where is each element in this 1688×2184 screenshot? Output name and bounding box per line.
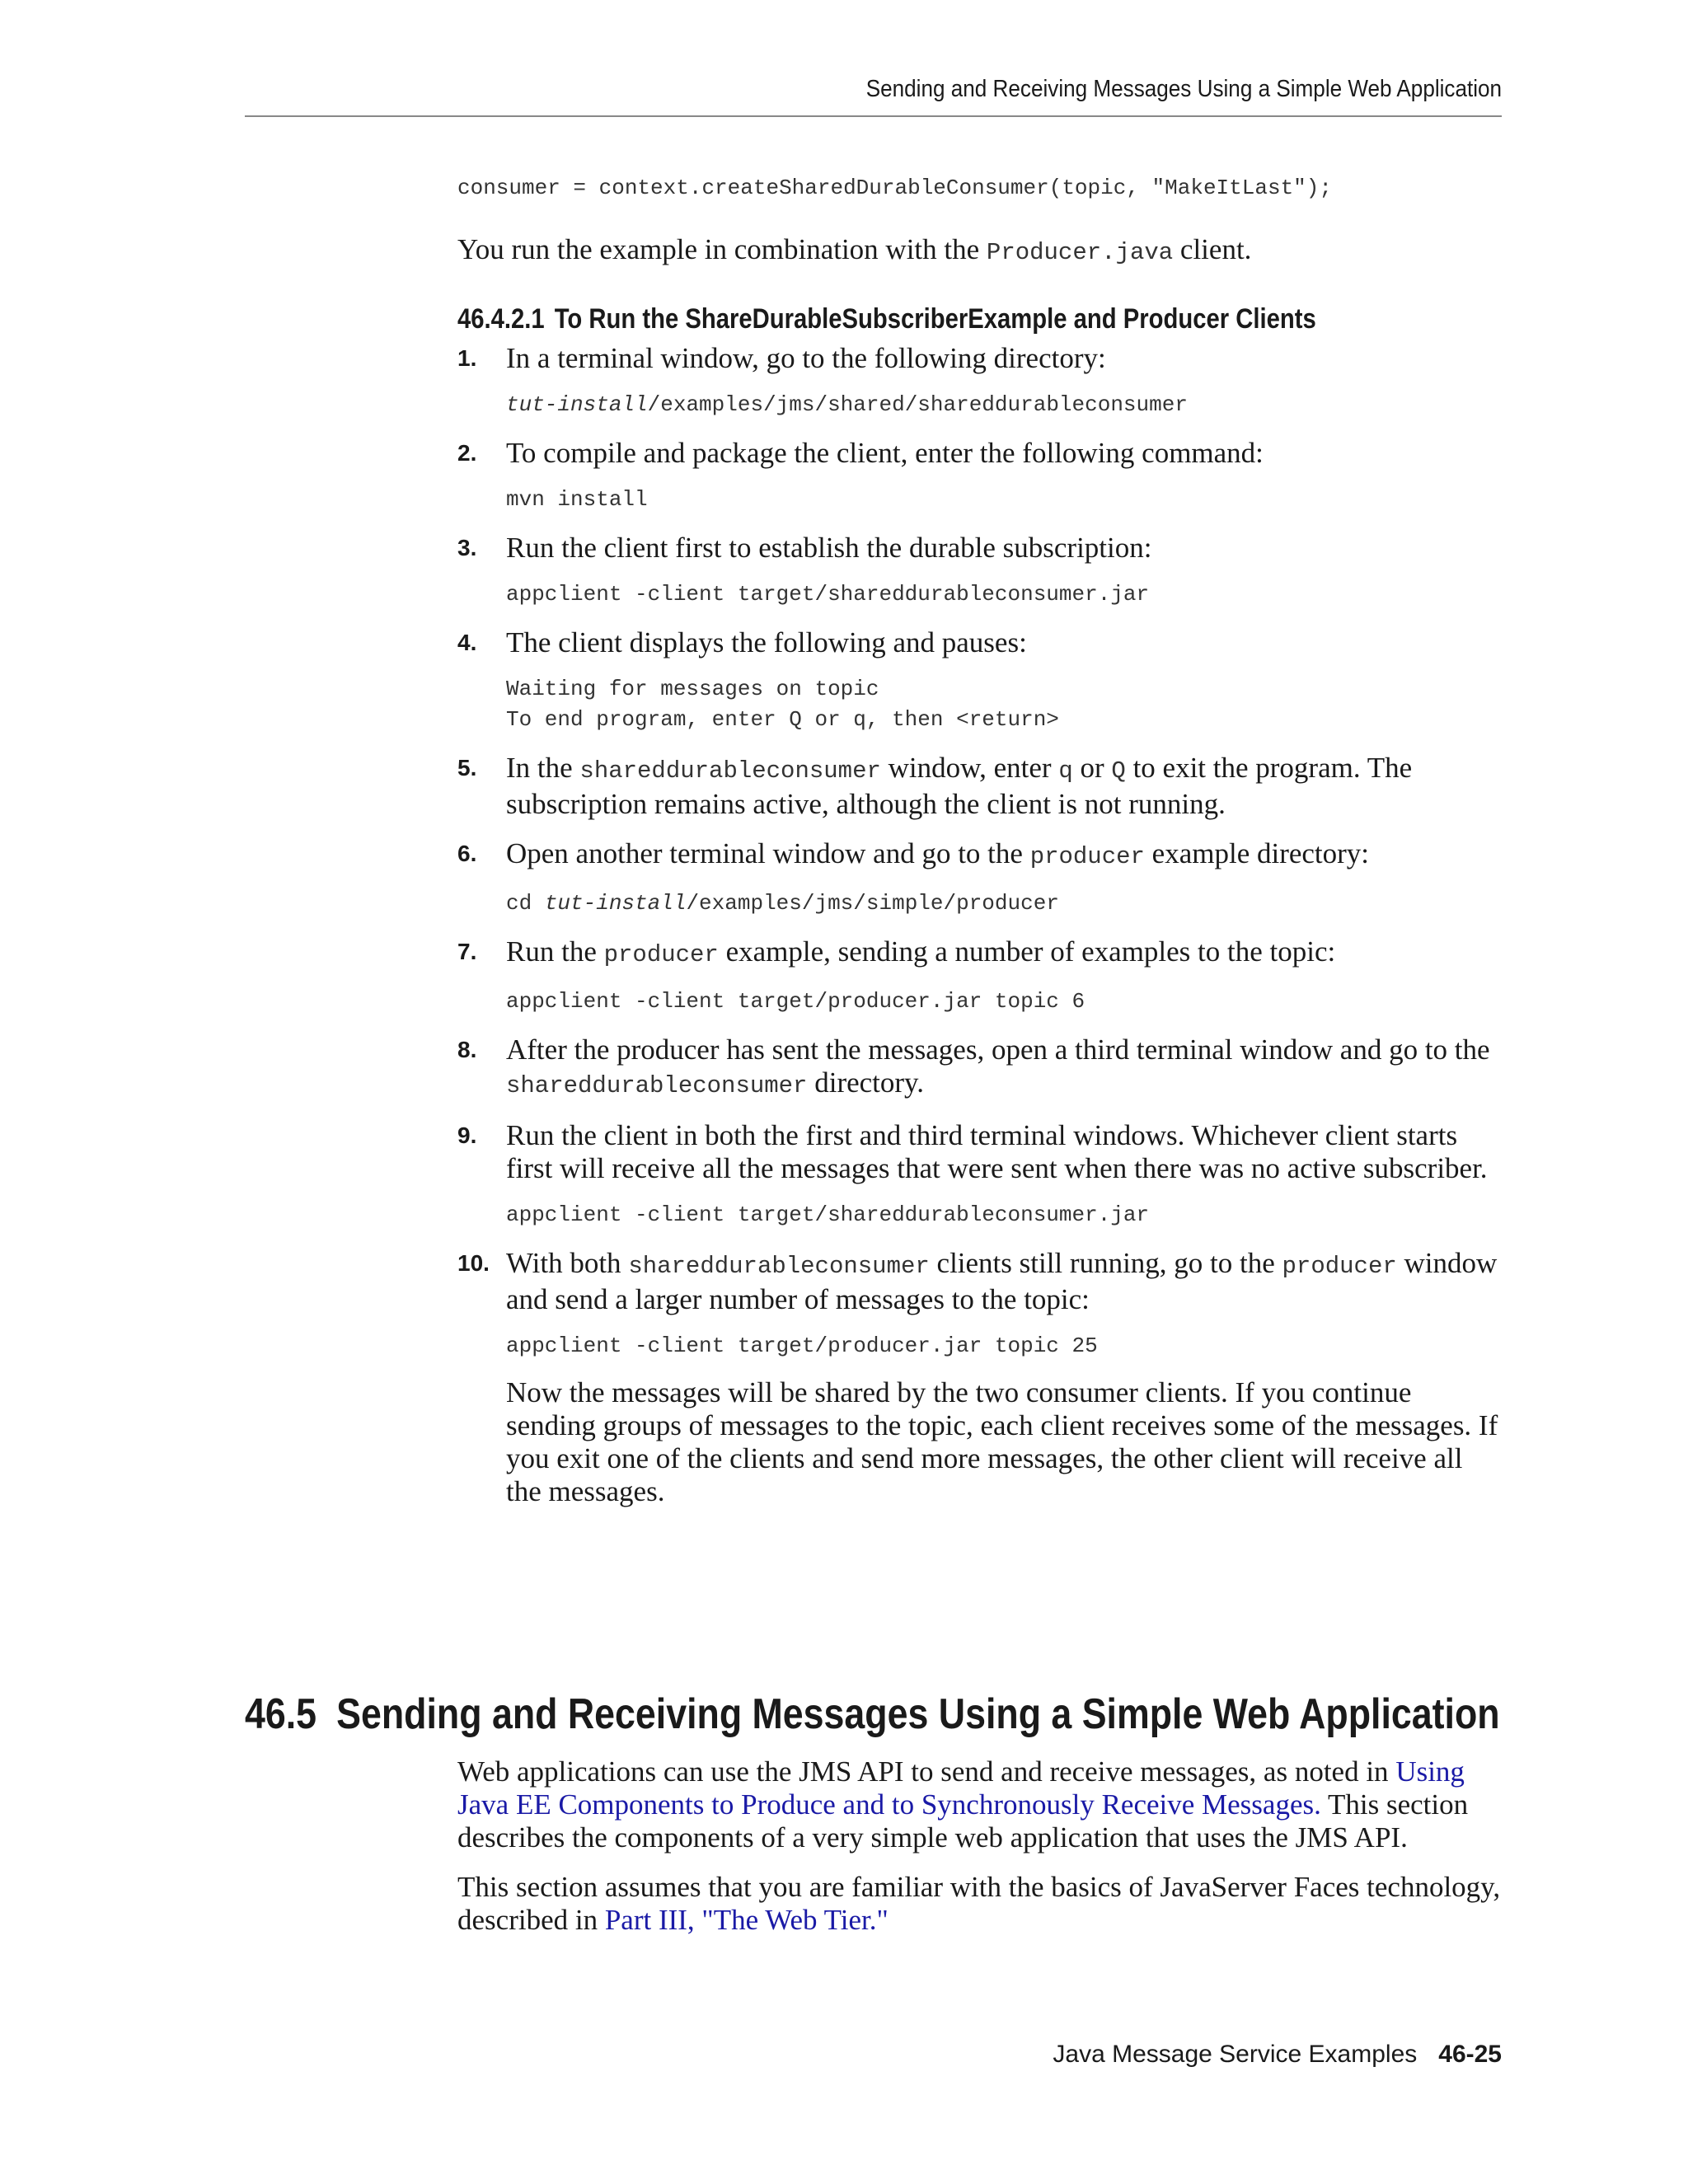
inline-code: producer [603,941,719,968]
step-code-block: appclient -client target/shareddurableconsumer.jar [506,582,1150,607]
code-placeholder: tut-install [506,392,648,417]
step-text: Run the client in both the first and third terminal windows. Whichever client starts first will receive all the messages that were sent when there was no active subscriber. [506,1119,1488,1184]
step-followup-paragraph: Now the messages will be shared by the two consumer clients. If you continue sending groups of messages to the topic, each client receives some of the messages. If you exit one of the clients and send more messages, the other client will receive all the messages. [506,1376,1498,1507]
step-number: 1. [457,345,477,371]
step-code-block: Waiting for messages on topic To end program, enter Q or q, then <return> [506,677,1059,732]
text-run: Open another terminal window and go to the [506,837,1030,869]
intro-paragraph [457,233,1504,269]
code-placeholder: tut-install [544,891,687,916]
text-run: example, sending a number of examples to the topic: [718,935,1336,968]
step-number: 3. [457,535,477,560]
step-item [457,437,1504,515]
step-number: 4. [457,630,477,655]
subsection-heading [457,302,1357,335]
step-item [457,935,1504,1017]
link-using-java-ee-components[interactable]: Using Java EE Components to Produce and to Synchronously Receive Messages. [457,1755,1465,1821]
step-code-block: appclient -client target/producer.jar topic 6 [506,989,1085,1014]
step-text [506,935,1504,972]
step-item [457,752,1504,821]
step-text: The client displays the following and pauses: [506,626,1027,658]
step-item [457,837,1504,919]
inline-code: shareddurableconsumer [506,1072,808,1099]
text-run: or [1072,752,1112,784]
step-number: 9. [457,1122,477,1148]
step-number: 10. [457,1250,490,1276]
step-number: 2. [457,440,477,466]
inline-code: shareddurableconsumer [579,757,881,785]
section-paragraph-1 [457,1755,1504,1854]
section-number: 46.5 [245,1690,317,1738]
inline-code: producer [1282,1253,1397,1280]
step-item [457,342,1504,420]
footer-text: Java Message Service Examples [1053,2041,1418,2068]
inline-code: shareddurableconsumer [628,1253,930,1280]
intro-text-1: You run the example in combination with the [457,233,987,265]
intro-text-2: client. [1173,233,1252,265]
step-text [506,837,1504,874]
step-number: 6. [457,841,477,866]
text-run: After the producer has sent the messages, open a third terminal window and go to the [506,1033,1490,1066]
subsection-number: 46.4.2.1 [457,303,545,335]
page-number: 46-25 [1438,2041,1502,2068]
text-run: window and send a larger number of messages to the topic: [506,1247,1498,1315]
text-run: This section describes the components of a very simple web application that uses the JMS API. [457,1788,1469,1854]
step-text [506,752,1504,821]
code-path: /examples/jms/shared/shareddurableconsumer [647,392,1188,417]
intro-inline-code: Producer.java [986,239,1174,266]
text-run: clients still running, go to the [929,1247,1282,1279]
text-run: example directory: [1144,837,1370,869]
section-paragraph-2 [457,1871,1504,1937]
link-part-iii-web-tier[interactable]: Part III, "The Web Tier." [604,1904,889,1936]
running-header [245,73,1502,117]
inline-code: Q [1111,757,1126,785]
step-text: To compile and package the client, enter the following command: [506,437,1264,469]
step-code-block [506,888,1504,919]
section-title: Sending and Receiving Messages Using a Simple Web Application [336,1690,1500,1738]
step-text [506,1247,1504,1316]
inline-code: producer [1029,843,1145,870]
step-code-block: appclient -client target/shareddurableconsumer.jar [506,1202,1150,1227]
text-run: directory. [807,1066,925,1099]
text-run: This section assumes that you are familiar with the basics of JavaServer Faces technology, described in [457,1871,1501,1936]
section-body [457,1755,1504,1953]
text-run: window, enter [880,752,1059,784]
page-footer [1053,2041,1502,2069]
step-item [457,1033,1504,1103]
text-run: In the [506,752,580,784]
steps-list [457,342,1504,1508]
step-item [457,1119,1504,1230]
text-run: to exit the program. The subscription remains active, although the client is not running. [506,752,1413,820]
step-item [457,532,1504,610]
step-code-block: mvn install [506,487,648,512]
step-item [457,1247,1504,1508]
step-code-block: appclient -client target/producer.jar topic 25 [506,1333,1098,1358]
step-text: In a terminal window, go to the following directory: [506,342,1106,374]
code-path: /examples/jms/simple/producer [686,891,1059,916]
step-number: 5. [457,755,477,780]
step-number: 8. [457,1037,477,1062]
text-run: With both [506,1247,629,1279]
section-heading [245,1690,1500,1739]
step-item [457,626,1504,735]
subsection-title: To Run the ShareDurableSubscriberExample and Producer Clients [554,303,1316,335]
step-number: 7. [457,939,477,964]
inline-code: q [1058,757,1073,785]
code-command: cd [506,891,545,916]
step-code-block [506,390,1504,420]
step-text [506,1033,1504,1103]
running-header-title: Sending and Receiving Messages Using a Simple Web Application [865,76,1502,102]
text-run: Run the [506,935,604,968]
main-content [457,173,1504,1525]
text-run: Web applications can use the JMS API to send and receive messages, as noted in [457,1755,1396,1788]
intro-code-block: consumer = context.createSharedDurableConsumer(topic, "MakeItLast"); [457,176,1332,200]
step-text: Run the client first to establish the durable subscription: [506,532,1152,564]
